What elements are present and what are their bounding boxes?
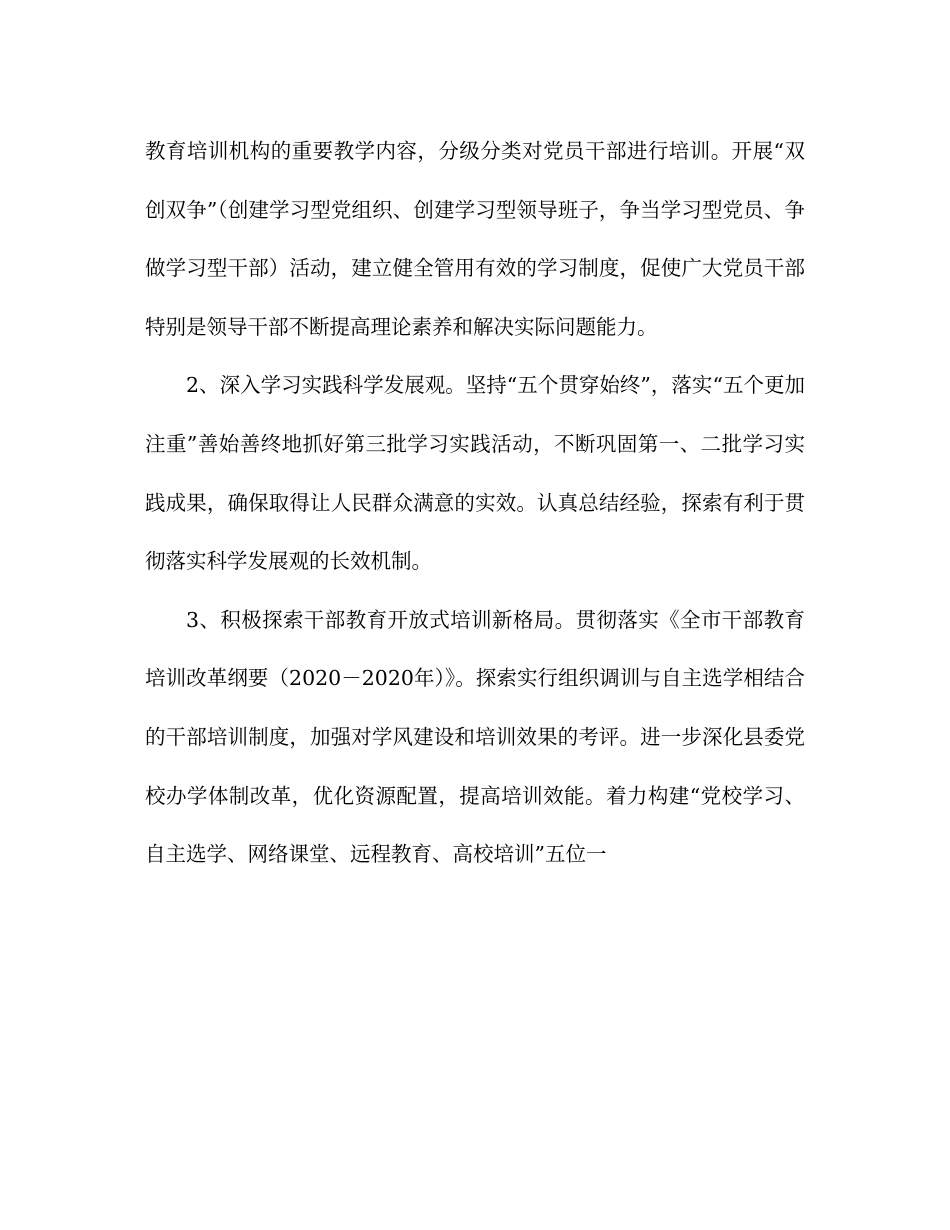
paragraph-item-3: 3、积极探索干部教育开放式培训新格局。贯彻落实《全市干部教育培训改革纲要（2020－2020年）》。探索实行组织调训与自主选学相结合的干部培训制度，加强对学风建设和培训效果的考评。进一步深化县委党校办学体制改革，优化资源配置，提高培训效能。着力构建“党校学习、自主选学、网络课堂、远程教育、高校培训”五位一 [145, 607, 805, 867]
paragraph-item-2: 2、深入学习实践科学发展观。坚持“五个贯穿始终”，落实“五个更加注重”善始善终地抓好第三批学习实践活动，不断巩固第一、二批学习实践成果，确保取得让人民群众满意的实效。认真总结经验，探索有利于贯彻落实科学发展观的长效机制。 [145, 373, 805, 574]
body-text [145, 122, 805, 884]
paragraph-continuation: 教育培训机构的重要教学内容，分级分类对党员干部进行培训。开展“双创双争”（创建学习型党组织、创建学习型领导班子，争当学习型党员、争做学习型干部）活动，建立健全管用有效的学习制度，促使广大党员干部特别是领导干部不断提高理论素养和解决实际问题能力。 [145, 139, 805, 339]
